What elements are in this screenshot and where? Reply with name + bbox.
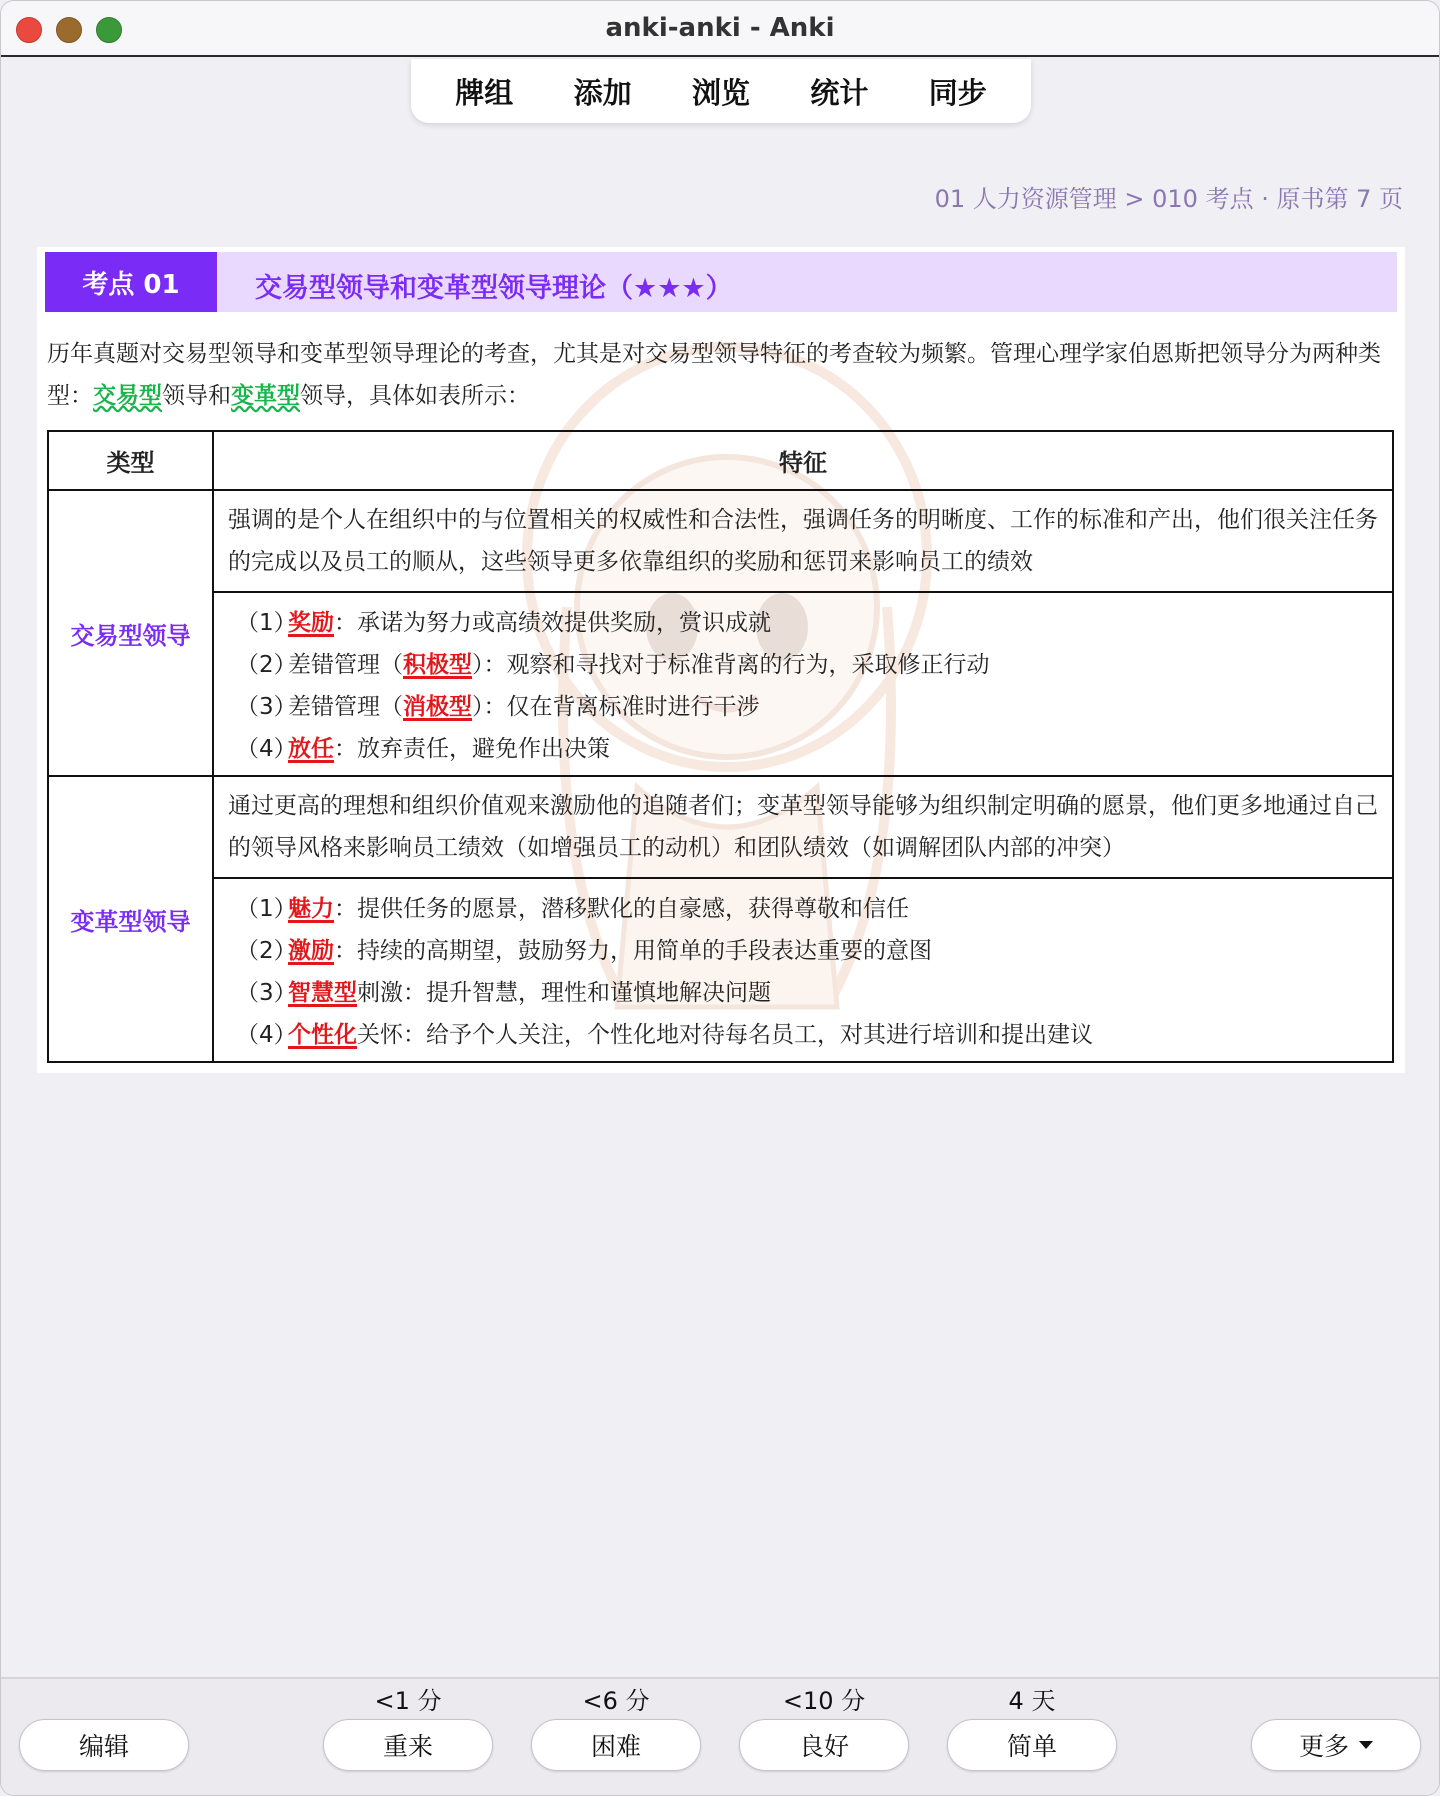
nav-stats[interactable]: 统计 (810, 75, 869, 110)
section-tag: 考点 01 (45, 252, 217, 312)
transformational-items (213, 878, 1393, 1062)
table-row (48, 878, 1393, 1062)
transactional-items (213, 592, 1393, 776)
intro-text: 历年真题对交易型领导和变革型领导理论的考查，尤其是对交易型领导特征的考查较为频繁。管理心理学家伯恩斯把领导分为两种类型： (47, 341, 1381, 409)
top-toolbar (411, 59, 1031, 123)
nav-browse[interactable]: 浏览 (691, 75, 750, 110)
type-transformational: 变革型领导 (48, 776, 213, 1062)
list-item: （4）放任：放弃责任，避免作出决策 (236, 736, 610, 762)
section-title: 交易型领导和变革型领导理论（★★★） (255, 273, 733, 304)
transactional-description: 强调的是个人在组织中的与位置相关的权威性和合法性，强调任务的明晰度、工作的标准和产出，他们很关注任务的完成以及员工的顺从，这些领导更多依靠组织的奖励和惩罚来影响员工的绩效 (213, 490, 1393, 592)
list-item: （1）魅力：提供任务的愿景，潜移默化的自豪感，获得尊敬和信任 (236, 896, 909, 922)
edit-button[interactable]: 编辑 (19, 1719, 189, 1771)
list-item: （3）智慧型刺激：提升智慧，理性和谨慎地解决问题 (236, 980, 771, 1006)
breadcrumb: 01 人力资源管理 > 010 考点 · 原书第 7 页 (934, 185, 1403, 213)
keyword-charisma: 魅力 (288, 896, 334, 922)
again-button[interactable]: 重来 (323, 1719, 493, 1771)
easy-button[interactable]: 简单 (947, 1719, 1117, 1771)
intro-paragraph (47, 333, 1397, 417)
nav-decks[interactable]: 牌组 (455, 75, 514, 110)
chevron-down-icon (1359, 1741, 1373, 1749)
keyword-active: 积极型 (403, 652, 472, 678)
table-row (48, 776, 1393, 878)
nav-add[interactable]: 添加 (573, 75, 632, 110)
intro-keyword-transactional: 交易型 (93, 383, 162, 409)
nav-sync[interactable]: 同步 (928, 75, 987, 110)
again-interval: <1 分 (374, 1687, 442, 1715)
easy-interval: 4 天 (1008, 1687, 1056, 1715)
list-item: （4）个性化关怀：给予个人关注，个性化地对待每名员工，对其进行培训和提出建议 (236, 1022, 1093, 1048)
list-item: （2）差错管理（积极型）：观察和寻找对于标准背离的行为，采取修正行动 (236, 652, 990, 678)
window-title: anki-anki - Anki (605, 13, 835, 43)
card-content (37, 247, 1405, 1073)
hard-interval: <6 分 (582, 1687, 650, 1715)
intro-text-end: 领导，具体如表所示： (300, 383, 530, 409)
list-item: （3）差错管理（消极型）：仅在背离标准时进行干涉 (236, 694, 760, 720)
keyword-passive: 消极型 (403, 694, 472, 720)
list-item: （2）激励：持续的高期望，鼓励努力，用简单的手段表达重要的意图 (236, 938, 932, 964)
table-row (48, 490, 1393, 592)
header-feature: 特征 (213, 431, 1393, 490)
good-button[interactable]: 良好 (739, 1719, 909, 1771)
intro-keyword-transformational: 变革型 (231, 383, 300, 409)
more-label: 更多 (1298, 1732, 1349, 1761)
leadership-table (47, 430, 1394, 1063)
review-bottom-bar (1, 1677, 1440, 1796)
intro-text-mid: 领导和 (162, 383, 231, 409)
section-header (45, 252, 1397, 312)
keyword-individualized: 个性化 (288, 1022, 357, 1048)
table-row (48, 592, 1393, 776)
keyword-laissez-faire: 放任 (288, 736, 334, 762)
transformational-description: 通过更高的理想和组织价值观来激励他的追随者们；变革型领导能够为组织制定明确的愿景，他们更多地通过自己的领导风格来影响员工绩效（如增强员工的动机）和团队绩效（如调解团队内部的冲突） (213, 776, 1393, 878)
keyword-intellectual: 智慧型 (288, 980, 357, 1006)
header-type: 类型 (48, 431, 213, 490)
type-transactional: 交易型领导 (48, 490, 213, 776)
table-header-row (48, 431, 1393, 490)
list-item: （1）奖励：承诺为努力或高绩效提供奖励，赏识成就 (236, 610, 771, 636)
hard-button[interactable]: 困难 (531, 1719, 701, 1771)
more-button[interactable] (1251, 1719, 1421, 1771)
keyword-reward: 奖励 (288, 610, 334, 636)
keyword-inspiration: 激励 (288, 938, 334, 964)
good-interval: <10 分 (782, 1687, 866, 1715)
title-bar (1, 1, 1439, 57)
